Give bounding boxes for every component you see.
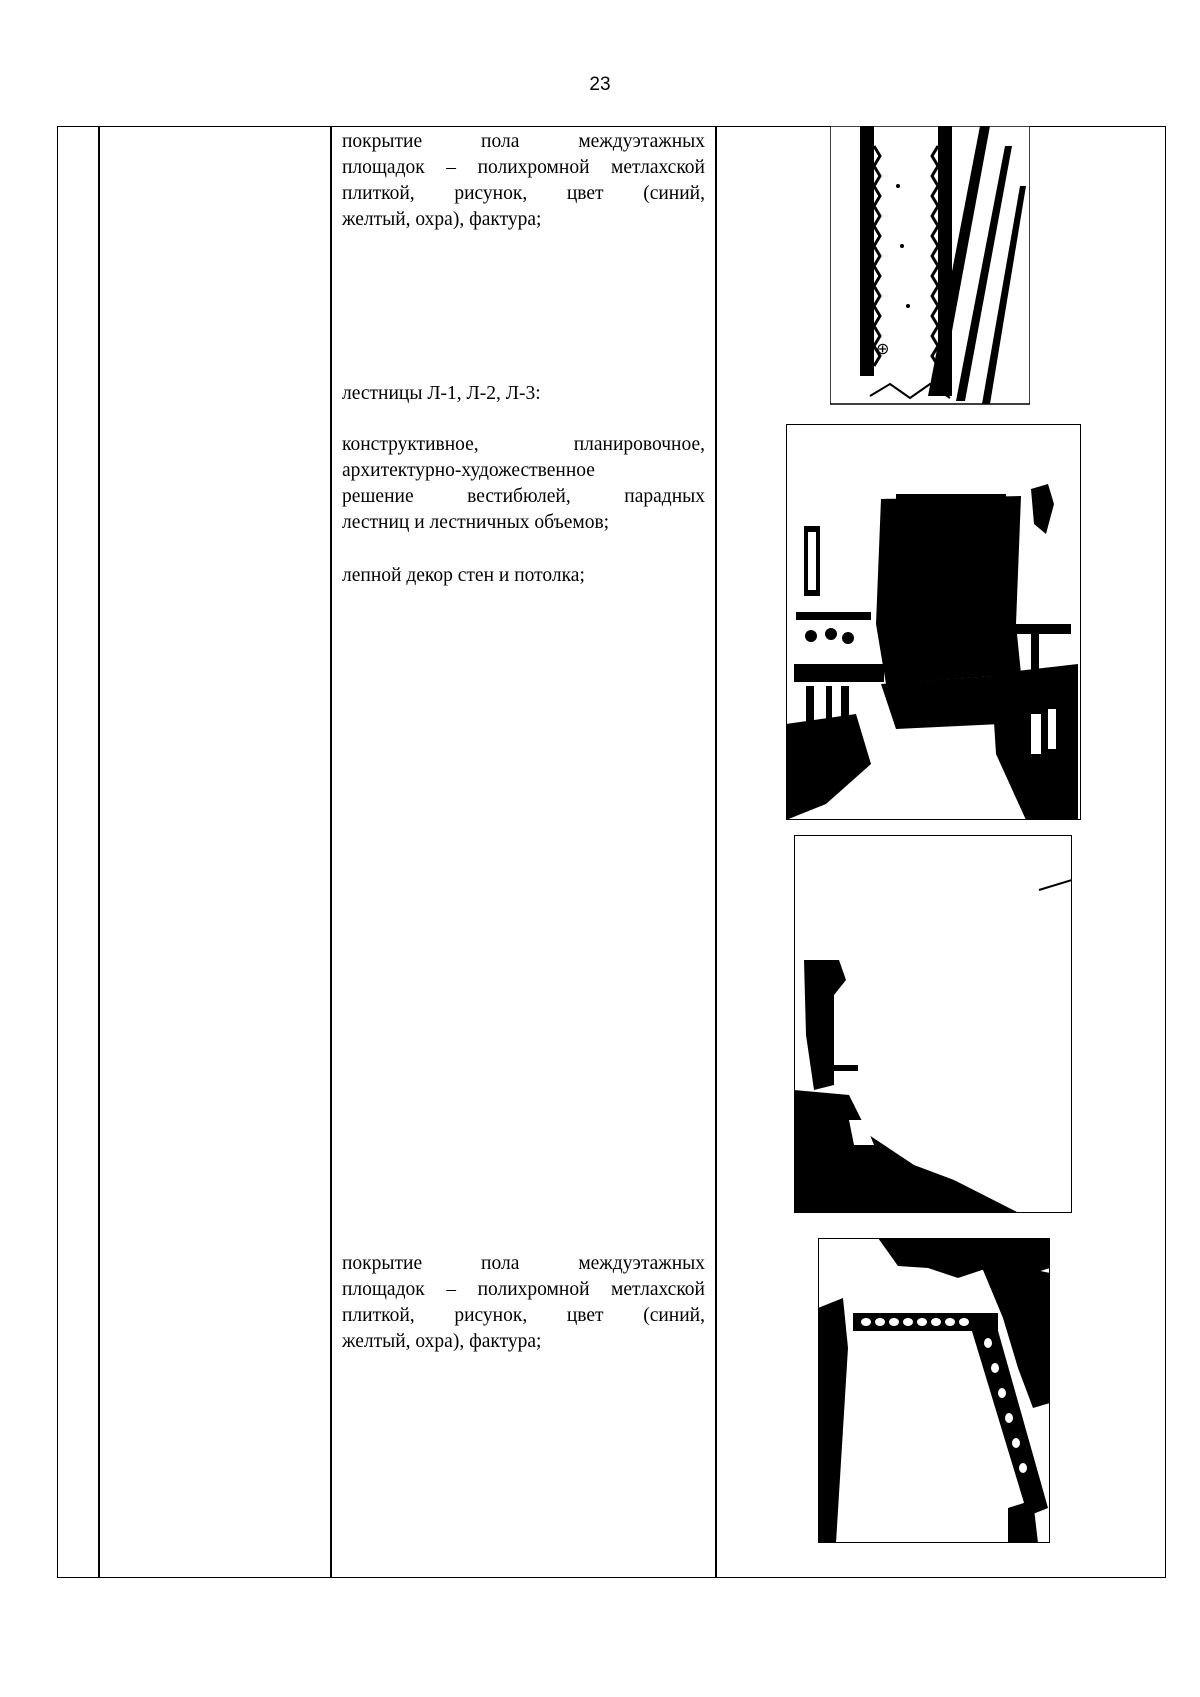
text-line: решение вестибюлей, парадных xyxy=(342,486,705,507)
floor-tile-description-top xyxy=(342,129,705,233)
vestibule-stair-photo xyxy=(786,424,1081,820)
text-line: плиткой, рисунок, цвет (синий, xyxy=(342,1305,705,1326)
text-line: конструктивное, планировочное, xyxy=(342,434,705,455)
text-line: желтый, охра), фактура; xyxy=(342,209,542,230)
text-line: площадок – полихромной метлахской xyxy=(342,1279,705,1300)
column-divider-1 xyxy=(98,126,100,1578)
ceiling-stucco-photo xyxy=(794,835,1072,1213)
page-number: 23 xyxy=(589,74,611,95)
vestibule-description xyxy=(342,432,705,536)
column-divider-3 xyxy=(715,126,717,1578)
stucco-description: лепной декор стен и потолка; xyxy=(342,565,585,586)
text-line: площадок – полихромной метлахской xyxy=(342,157,705,178)
column-divider-2 xyxy=(330,126,332,1578)
text-line: архитектурно-художественное xyxy=(342,460,595,481)
text-line: лестниц и лестничных объемов; xyxy=(342,512,610,533)
text-line: желтый, охра), фактура; xyxy=(342,1331,542,1352)
text-line: покрытие пола междуэтажных xyxy=(342,1253,705,1274)
text-line: плиткой, рисунок, цвет (синий, xyxy=(342,183,705,204)
floor-tile-description-bottom xyxy=(342,1251,705,1355)
text-line: покрытие пола междуэтажных xyxy=(342,131,705,152)
floor-tile-photo-top xyxy=(830,126,1030,406)
svg-text:⊕: ⊕ xyxy=(876,339,890,358)
floor-tile-photo-bottom xyxy=(818,1238,1050,1543)
stairs-heading: лестницы Л-1, Л-2, Л-3: xyxy=(342,383,541,404)
